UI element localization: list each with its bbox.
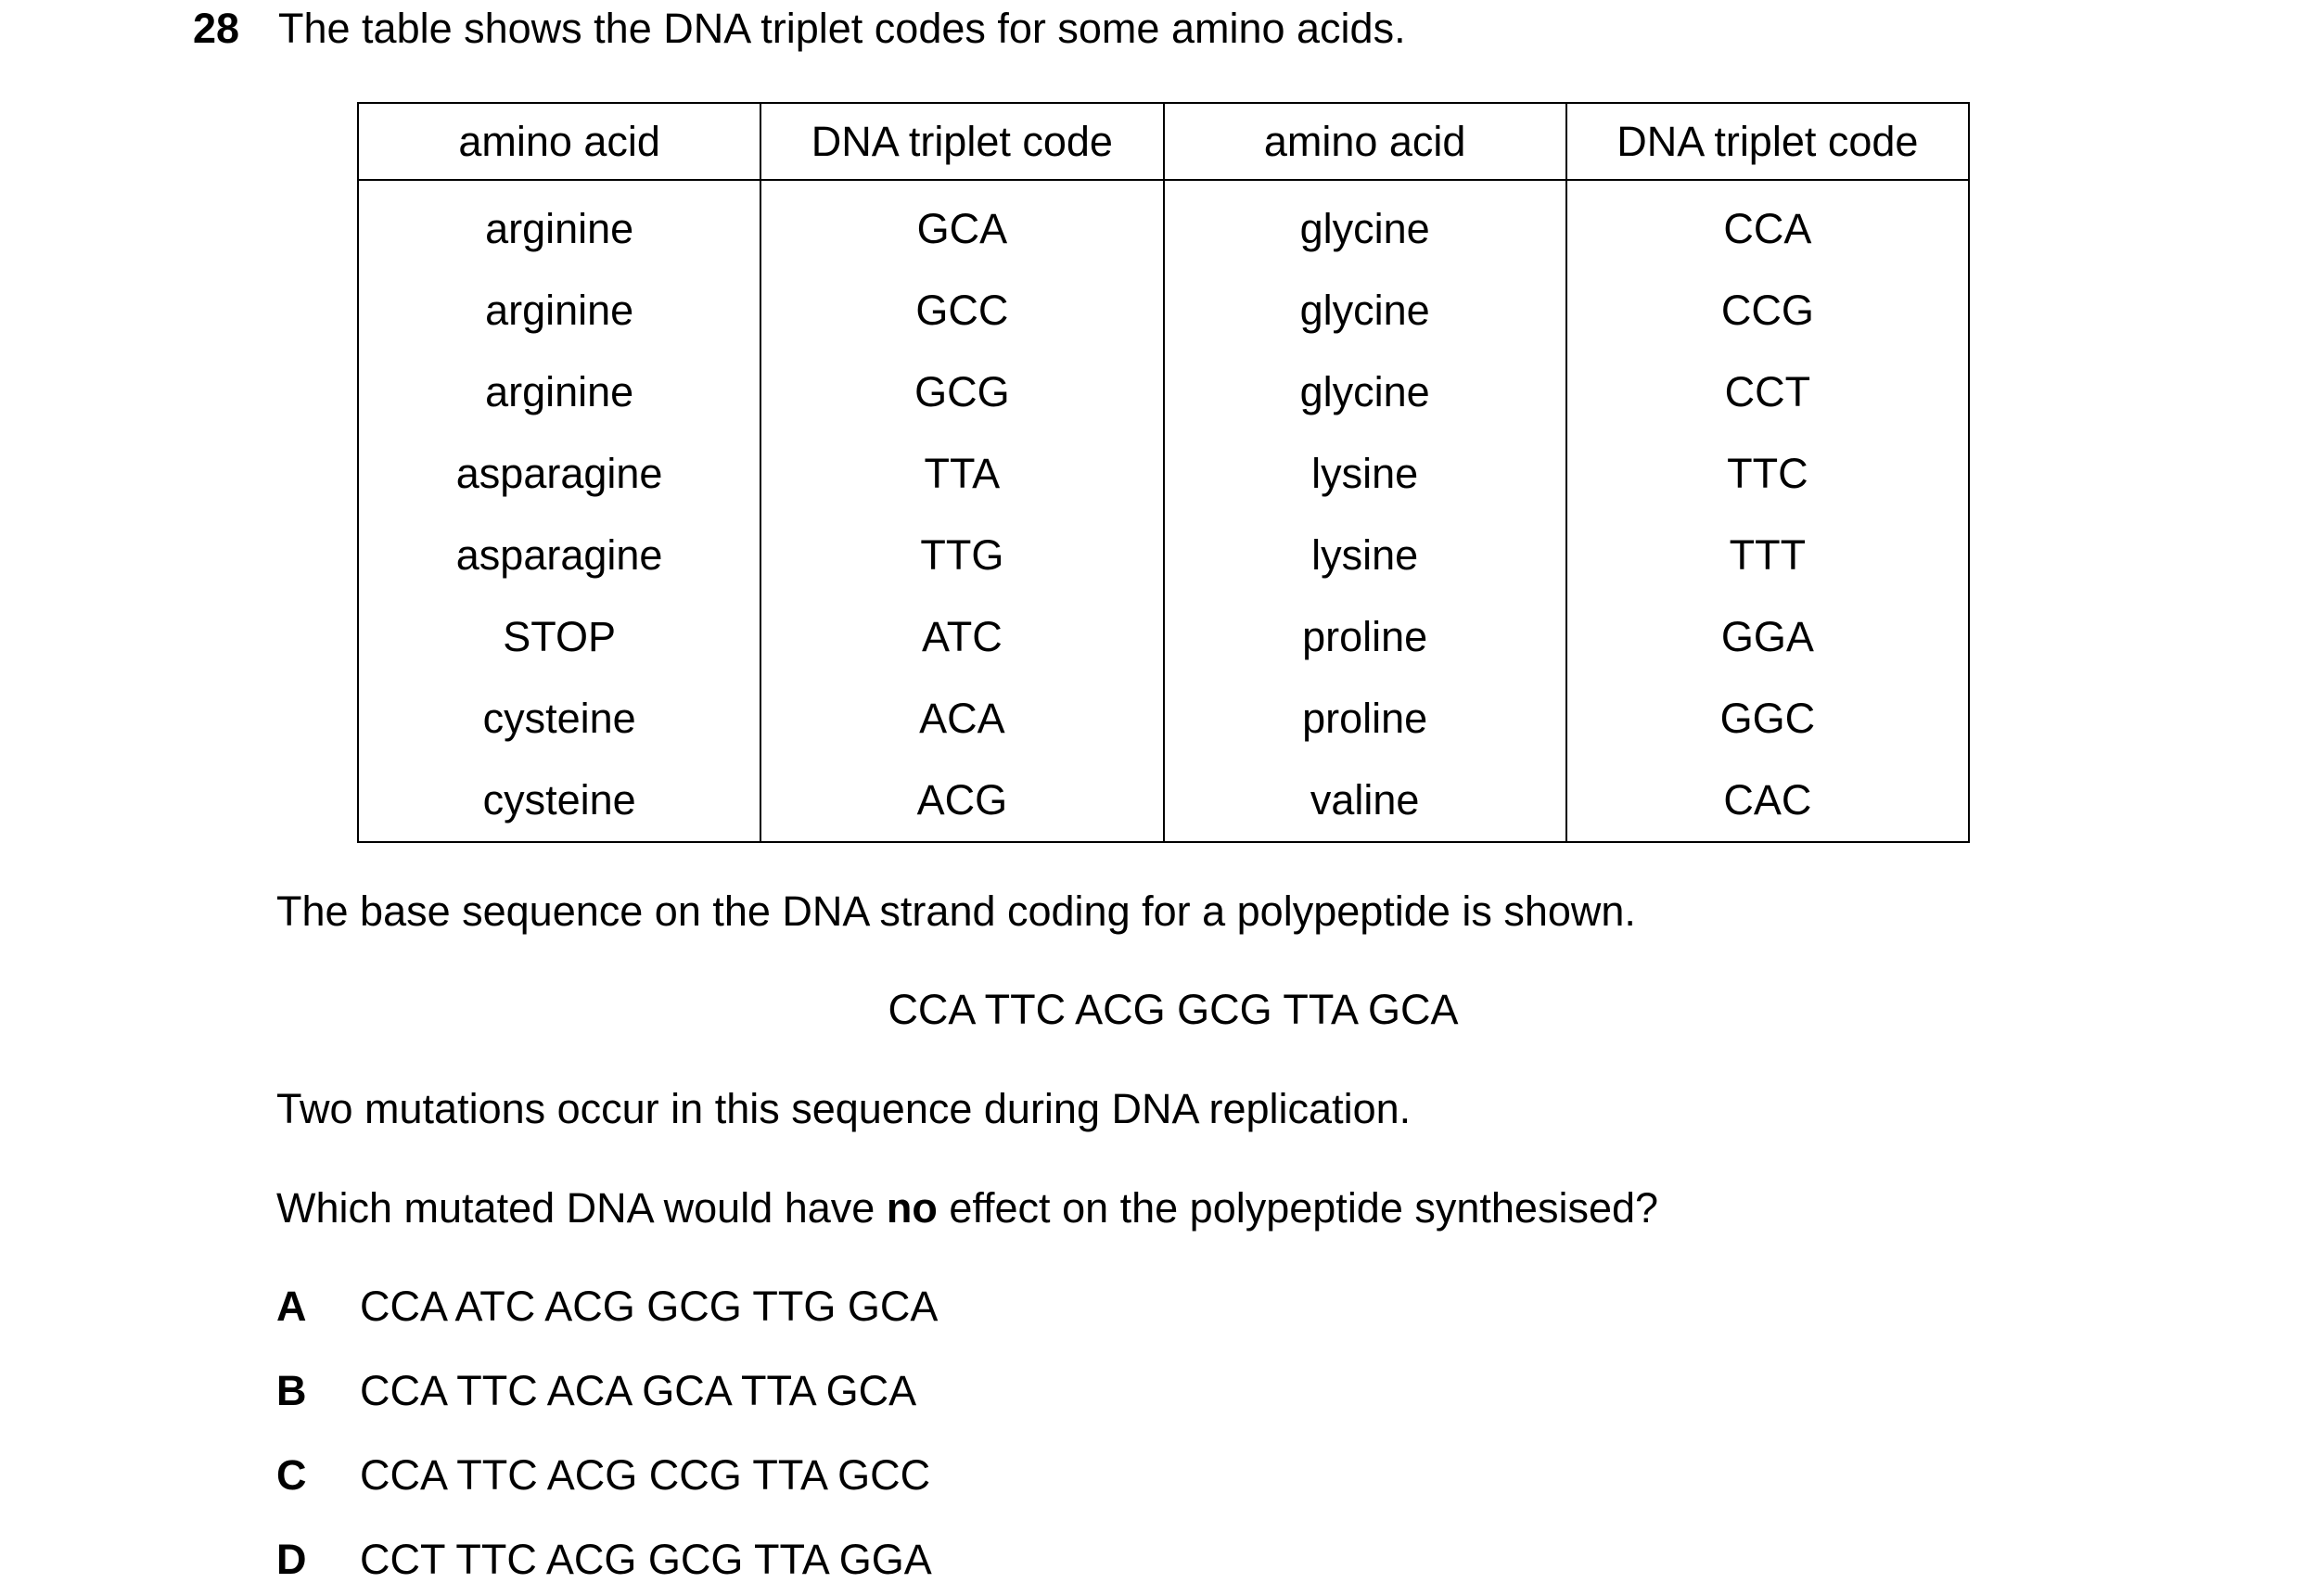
option-letter: A	[276, 1283, 307, 1330]
sequence-intro: The base sequence on the DNA strand coding for a polypeptide is shown.	[276, 887, 1636, 935]
table-row	[358, 760, 1969, 842]
prompt-emphasis: no	[886, 1184, 938, 1232]
amino-acid-cell: cysteine	[358, 760, 760, 842]
option-text: CCA TTC ACA GCA TTA GCA	[360, 1367, 917, 1414]
option-letter: B	[276, 1367, 307, 1414]
column-header-triplet-code: DNA triplet code	[760, 103, 1163, 180]
codon-table	[357, 102, 1970, 843]
triplet-code-cell: ACG	[760, 760, 1163, 842]
table-row	[358, 180, 1969, 270]
amino-acid-cell: proline	[1164, 678, 1566, 760]
amino-acid-cell: glycine	[1164, 351, 1566, 433]
amino-acid-cell: valine	[1164, 760, 1566, 842]
amino-acid-cell: STOP	[358, 596, 760, 678]
amino-acid-cell: glycine	[1164, 180, 1566, 270]
triplet-code-cell: TTC	[1566, 433, 1969, 515]
column-header-amino-acid: amino acid	[1164, 103, 1566, 180]
table-row	[358, 270, 1969, 351]
table-row	[358, 351, 1969, 433]
triplet-code-cell: CCA	[1566, 180, 1969, 270]
column-header-triplet-code: DNA triplet code	[1566, 103, 1969, 180]
triplet-code-cell: GCG	[760, 351, 1163, 433]
question-header	[193, 0, 1406, 57]
prompt-text: effect on the polypeptide synthesised?	[937, 1184, 1659, 1232]
answer-option-a[interactable]	[276, 1283, 938, 1331]
answer-option-b[interactable]	[276, 1367, 916, 1415]
triplet-code-cell: CAC	[1566, 760, 1969, 842]
triplet-code-cell: ATC	[760, 596, 1163, 678]
triplet-code-cell: GGA	[1566, 596, 1969, 678]
triplet-code-cell: CCG	[1566, 270, 1969, 351]
amino-acid-cell: arginine	[358, 180, 760, 270]
option-letter: D	[276, 1536, 307, 1583]
question-prompt	[276, 1184, 1658, 1232]
triplet-code-cell: ACA	[760, 678, 1163, 760]
dna-sequence: CCA TTC ACG GCG TTA GCA	[888, 986, 1459, 1033]
triplet-code-cell: TTA	[760, 433, 1163, 515]
amino-acid-cell: glycine	[1164, 270, 1566, 351]
triplet-code-cell: GCA	[760, 180, 1163, 270]
amino-acid-cell: arginine	[358, 351, 760, 433]
answer-option-c[interactable]	[276, 1451, 930, 1500]
triplet-code-cell: TTG	[760, 515, 1163, 596]
column-header-amino-acid: amino acid	[358, 103, 760, 180]
answer-option-d[interactable]	[276, 1536, 932, 1584]
question-number: 28	[193, 5, 240, 52]
triplet-code-cell: TTT	[1566, 515, 1969, 596]
table-row	[358, 433, 1969, 515]
prompt-text: Which mutated DNA would have	[276, 1184, 887, 1232]
triplet-code-cell: GGC	[1566, 678, 1969, 760]
amino-acid-cell: lysine	[1164, 433, 1566, 515]
option-letter: C	[276, 1451, 307, 1499]
option-text: CCA ATC ACG GCG TTG GCA	[360, 1283, 939, 1330]
option-text: CCA TTC ACG CCG TTA GCC	[360, 1451, 931, 1499]
table-row	[358, 596, 1969, 678]
amino-acid-cell: cysteine	[358, 678, 760, 760]
option-text: CCT TTC ACG GCG TTA GGA	[360, 1536, 932, 1583]
amino-acid-cell: arginine	[358, 270, 760, 351]
triplet-code-cell: GCC	[760, 270, 1163, 351]
table-row	[358, 678, 1969, 760]
amino-acid-cell: proline	[1164, 596, 1566, 678]
amino-acid-cell: lysine	[1164, 515, 1566, 596]
mutation-statement: Two mutations occur in this sequence during DNA replication.	[276, 1085, 1412, 1132]
amino-acid-cell: asparagine	[358, 515, 760, 596]
amino-acid-cell: asparagine	[358, 433, 760, 515]
triplet-code-cell: CCT	[1566, 351, 1969, 433]
table-row	[358, 515, 1969, 596]
table-header-row	[358, 103, 1969, 180]
question-intro: The table shows the DNA triplet codes for some amino acids.	[278, 5, 1406, 52]
